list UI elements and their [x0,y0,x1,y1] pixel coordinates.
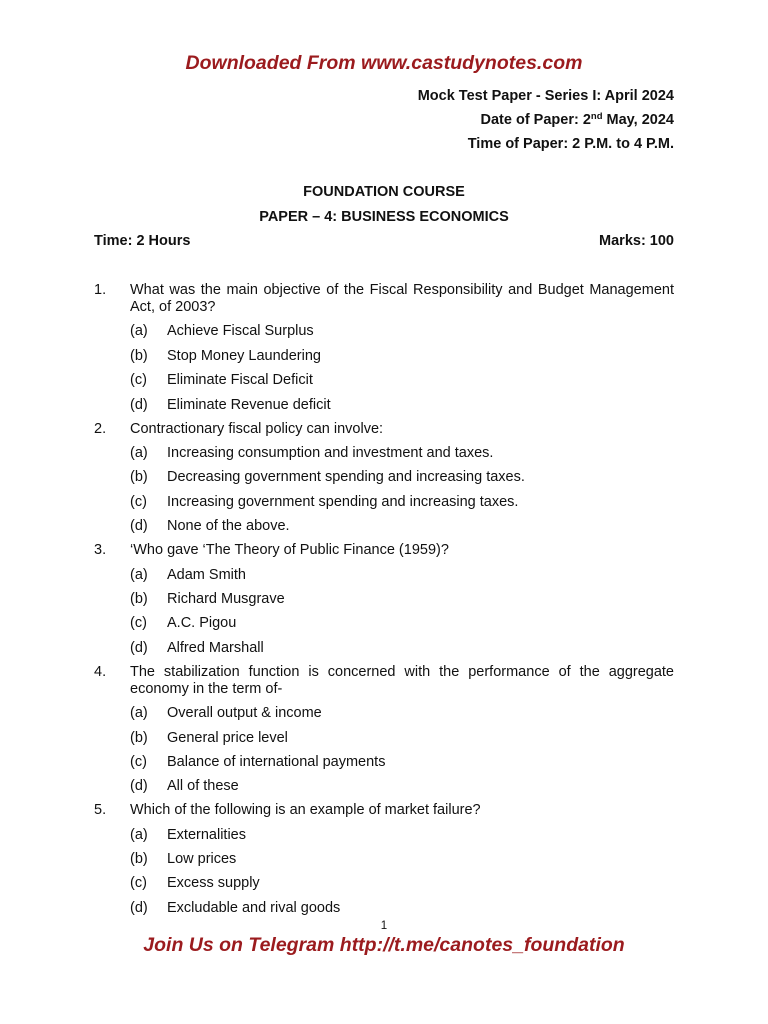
option-text: All of these [167,778,239,794]
option-letter: (a) [130,705,148,721]
option-letter: (d) [130,640,148,656]
option-text: General price level [167,730,288,746]
option-letter: (d) [130,397,148,413]
option-letter: (c) [130,754,147,770]
option-letter: (a) [130,323,148,339]
question-text: Which of the following is an example of market failure? [130,802,481,818]
paper-title: PAPER – 4: BUSINESS ECONOMICS [259,209,509,225]
option-text: None of the above. [167,518,290,534]
option-letter: (b) [130,851,148,867]
question-number: 3. [94,542,107,558]
date-prefix: Date of Paper: 2 [480,112,591,128]
option-letter: (b) [130,730,148,746]
question-number: 1. [94,282,107,298]
telegram-join-banner[interactable]: Join Us on Telegram http://t.me/canotes_foundation [143,934,625,956]
option-text: Stop Money Laundering [167,348,321,364]
question-text: What was the main objective of the Fiscal Responsibility and Budget Management Act, of 2003? [130,282,674,315]
download-source-banner[interactable]: Downloaded From www.castudynotes.com [185,52,583,74]
time-allowed: Time: 2 Hours [94,233,191,249]
mock-test-series: Mock Test Paper - Series I: April 2024 [417,88,674,104]
option-text: Richard Musgrave [167,591,285,607]
option-text: Increasing consumption and investment and taxes. [167,445,494,461]
option-letter: (d) [130,518,148,534]
option-letter: (b) [130,348,148,364]
option-text: Decreasing government spending and increasing taxes. [167,469,525,485]
option-letter: (a) [130,567,148,583]
option-letter: (c) [130,494,147,510]
option-text: Low prices [167,851,237,867]
date-suffix: May, 2024 [602,112,674,128]
option-text: Eliminate Revenue deficit [167,397,331,413]
question-4 [94,664,674,698]
option-letter: (c) [130,615,147,631]
option-letter: (c) [130,372,147,388]
option-text: Overall output & income [167,705,322,721]
question-number: 2. [94,421,107,437]
time-of-paper: Time of Paper: 2 P.M. to 4 P.M. [467,136,674,152]
option-letter: (b) [130,591,148,607]
course-title: FOUNDATION COURSE [303,184,465,200]
option-letter: (d) [130,778,148,794]
option-text: Eliminate Fiscal Deficit [167,372,313,388]
option-letter: (c) [130,875,147,891]
question-1 [94,282,674,316]
option-text: Balance of international payments [167,754,386,770]
date-of-paper [481,112,675,128]
option-text: Increasing government spending and increasing taxes. [167,494,519,510]
question-number: 4. [94,664,107,680]
page-number: 1 [380,920,388,932]
option-text: Alfred Marshall [167,640,264,656]
question-3 [94,542,674,559]
option-text: Excludable and rival goods [167,900,341,916]
question-text: ‘Who gave ‘The Theory of Public Finance (1959)? [130,542,449,558]
question-text: Contractionary fiscal policy can involve: [130,421,384,437]
option-letter: (a) [130,827,148,843]
question-number: 5. [94,802,107,818]
question-text: The stabilization function is concerned with the performance of the aggregate economy in the term of- [130,664,674,697]
total-marks: Marks: 100 [599,233,674,249]
date-ordinal-suffix: nd [590,111,603,122]
option-letter: (a) [130,445,148,461]
question-5 [94,802,674,819]
option-letter: (d) [130,900,148,916]
option-text: Adam Smith [167,567,246,583]
option-text: Externalities [167,827,246,843]
option-text: Achieve Fiscal Surplus [167,323,314,339]
question-2 [94,421,674,438]
option-letter: (b) [130,469,148,485]
option-text: Excess supply [167,875,260,891]
option-text: A.C. Pigou [167,615,237,631]
